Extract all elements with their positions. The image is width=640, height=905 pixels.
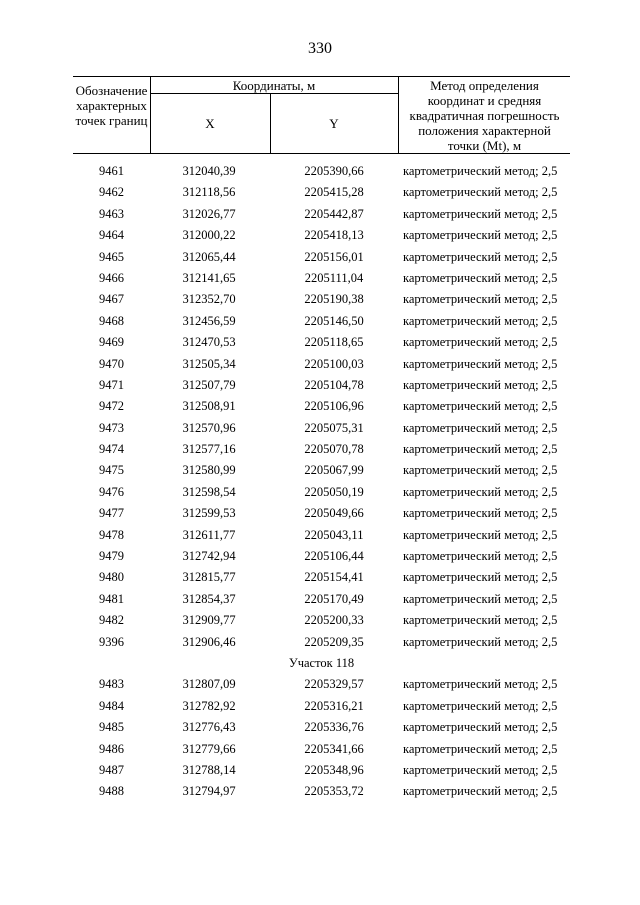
coord-x: 312118,56	[182, 185, 236, 200]
coord-x: 312580,99	[182, 463, 236, 478]
coords-sub-rule	[150, 93, 398, 94]
method-text: картометрический метод; 2,5	[403, 613, 558, 628]
coord-x: 312470,53	[182, 335, 236, 350]
header-coordinates: Координаты, м	[232, 78, 316, 93]
method-text: картометрический метод; 2,5	[403, 527, 558, 542]
method-text: картометрический метод; 2,5	[403, 399, 558, 414]
point-id: 9396	[99, 634, 124, 649]
coord-y: 2205100,03	[304, 356, 364, 371]
page-number: 330	[308, 40, 332, 57]
table-row	[73, 546, 570, 567]
table-row	[73, 289, 570, 310]
coord-x: 312507,79	[182, 377, 236, 392]
method-text: картометрический метод; 2,5	[403, 570, 558, 585]
table-row	[73, 311, 570, 332]
coord-y: 2205156,01	[304, 249, 364, 264]
point-id: 9476	[99, 484, 124, 499]
coord-y: 2205390,66	[304, 164, 364, 178]
coord-y: 2205043,11	[304, 527, 364, 542]
method-text: картометрический метод; 2,5	[403, 249, 558, 264]
method-text: картометрический метод; 2,5	[403, 356, 558, 371]
coord-x: 312026,77	[182, 206, 236, 221]
table-row	[73, 525, 570, 546]
table-top-rule	[73, 76, 570, 77]
coord-y: 2205348,96	[304, 762, 364, 777]
method-text: картометрический метод; 2,5	[403, 549, 558, 564]
method-text: картометрический метод; 2,5	[403, 762, 558, 777]
point-id: 9472	[99, 399, 124, 414]
coord-y: 2205070,78	[304, 442, 364, 457]
table-row	[73, 589, 570, 610]
method-text: картометрический метод; 2,5	[403, 741, 558, 756]
coord-x: 312782,92	[182, 698, 236, 713]
coord-x: 312807,09	[182, 677, 236, 692]
coord-y: 2205067,99	[304, 463, 364, 478]
coord-x: 312599,53	[182, 506, 236, 521]
point-id: 9486	[99, 741, 124, 756]
coord-x: 312815,77	[182, 570, 236, 585]
method-text: картометрический метод; 2,5	[403, 377, 558, 392]
point-id: 9485	[99, 720, 124, 735]
point-id: 9479	[99, 549, 124, 564]
point-id: 9467	[99, 292, 124, 307]
coord-y: 2205418,13	[304, 228, 364, 243]
table-row	[73, 161, 570, 182]
coord-x: 312854,37	[182, 591, 236, 606]
point-id: 9465	[99, 249, 124, 264]
point-id: 9474	[99, 442, 124, 457]
section-label: Участок 118	[288, 655, 355, 670]
coord-y: 2205106,96	[304, 399, 364, 414]
method-text: картометрический метод; 2,5	[403, 292, 558, 307]
coord-y: 2205050,19	[304, 484, 364, 499]
table-row	[73, 375, 570, 396]
point-id: 9488	[99, 784, 124, 799]
coord-y: 2205316,21	[304, 698, 364, 713]
method-text: картометрический метод; 2,5	[403, 506, 558, 521]
table-row	[73, 418, 570, 439]
coord-y: 2205170,49	[304, 591, 364, 606]
coord-y: 2205336,76	[304, 720, 364, 735]
point-id: 9478	[99, 527, 124, 542]
coord-x: 312776,43	[182, 720, 236, 735]
point-id: 9466	[99, 270, 124, 285]
point-id: 9481	[99, 591, 124, 606]
coord-y: 2205111,04	[304, 270, 364, 285]
table-row	[73, 567, 570, 588]
method-text: картометрический метод; 2,5	[403, 677, 558, 692]
coord-y: 2205075,31	[304, 420, 364, 435]
point-id: 9461	[99, 164, 124, 178]
table-row	[73, 739, 570, 760]
coord-x: 312508,91	[182, 399, 236, 414]
point-id: 9471	[99, 377, 124, 392]
header-y: Y	[329, 116, 339, 131]
coord-x: 312742,94	[182, 549, 236, 564]
coord-x: 312611,77	[182, 527, 236, 542]
point-id: 9473	[99, 420, 124, 435]
method-text: картометрический метод; 2,5	[403, 698, 558, 713]
table-row	[73, 225, 570, 246]
coord-x: 312456,59	[182, 313, 236, 328]
coord-x: 312906,46	[182, 634, 236, 649]
table-row	[73, 696, 570, 717]
coord-y: 2205341,66	[304, 741, 364, 756]
coord-y: 2205353,72	[304, 784, 364, 799]
table-row	[73, 632, 570, 653]
coord-y: 2205154,41	[304, 570, 364, 585]
table-row	[73, 332, 570, 353]
method-text: картометрический метод; 2,5	[403, 270, 558, 285]
coord-y: 2205190,38	[304, 292, 364, 307]
point-id: 9480	[99, 570, 124, 585]
method-text: картометрический метод; 2,5	[403, 442, 558, 457]
coord-y: 2205200,33	[304, 613, 364, 628]
table-row	[73, 674, 570, 695]
table-row	[73, 460, 570, 481]
coord-x: 312779,66	[182, 741, 236, 756]
method-text: картометрический метод; 2,5	[403, 313, 558, 328]
method-text: картометрический метод; 2,5	[403, 484, 558, 499]
method-text: картометрический метод; 2,5	[403, 591, 558, 606]
table-row	[73, 439, 570, 460]
method-text: картометрический метод; 2,5	[403, 335, 558, 350]
table-row	[73, 396, 570, 417]
point-id: 9468	[99, 313, 124, 328]
table-row	[73, 503, 570, 524]
coord-y: 2205209,35	[304, 634, 364, 649]
coord-x: 312040,39	[182, 164, 236, 178]
method-text: картометрический метод; 2,5	[403, 206, 558, 221]
point-id: 9475	[99, 463, 124, 478]
coord-y: 2205104,78	[304, 377, 364, 392]
point-id: 9483	[99, 677, 124, 692]
coord-x: 312000,22	[182, 228, 236, 243]
coord-y: 2205415,28	[304, 185, 364, 200]
point-id: 9477	[99, 506, 124, 521]
coord-x: 312577,16	[182, 442, 236, 457]
coord-x: 312794,97	[182, 784, 236, 799]
table-row	[73, 760, 570, 781]
method-text: картометрический метод; 2,5	[403, 463, 558, 478]
coord-x: 312788,14	[182, 762, 236, 777]
table-row	[73, 717, 570, 738]
header-divider-3	[398, 76, 399, 153]
coord-y: 2205329,57	[304, 677, 364, 692]
coord-x: 312570,96	[182, 420, 236, 435]
header-point-designation: Обозначение характерных точек границ	[75, 83, 148, 128]
coord-y: 2205049,66	[304, 506, 364, 521]
coord-x: 312141,65	[182, 270, 236, 285]
table-row	[73, 268, 570, 289]
coord-y: 2205442,87	[304, 206, 364, 221]
table-body	[73, 161, 570, 803]
coord-x: 312352,70	[182, 292, 236, 307]
point-id: 9482	[99, 613, 124, 628]
method-text: картометрический метод; 2,5	[403, 164, 558, 178]
point-id: 9463	[99, 206, 124, 221]
method-text: картометрический метод; 2,5	[403, 720, 558, 735]
header-bottom-rule	[73, 153, 570, 154]
method-text: картометрический метод; 2,5	[403, 228, 558, 243]
coord-x: 312909,77	[182, 613, 236, 628]
method-text: картометрический метод; 2,5	[403, 784, 558, 799]
coord-x: 312505,34	[182, 356, 236, 371]
coord-y: 2205118,65	[304, 335, 364, 350]
point-id: 9464	[99, 228, 124, 243]
point-id: 9487	[99, 762, 124, 777]
header-x: X	[205, 116, 215, 131]
table-row	[73, 610, 570, 631]
table-row	[73, 247, 570, 268]
table-row	[73, 781, 570, 802]
point-id: 9462	[99, 185, 124, 200]
header-method: Метод определения координат и средняя квадратичная погрешность положения характерной точки (Mt), м	[409, 78, 560, 153]
point-id: 9470	[99, 356, 124, 371]
method-text: картометрический метод; 2,5	[403, 420, 558, 435]
table-row	[73, 182, 570, 203]
method-text: картометрический метод; 2,5	[403, 634, 558, 649]
coord-y: 2205146,50	[304, 313, 364, 328]
table-row	[73, 354, 570, 375]
point-id: 9484	[99, 698, 124, 713]
table-row	[73, 204, 570, 225]
method-text: картометрический метод; 2,5	[403, 185, 558, 200]
table-row	[73, 482, 570, 503]
coord-x: 312065,44	[182, 249, 236, 264]
coord-y: 2205106,44	[304, 549, 364, 564]
point-id: 9469	[99, 335, 124, 350]
coord-x: 312598,54	[182, 484, 236, 499]
